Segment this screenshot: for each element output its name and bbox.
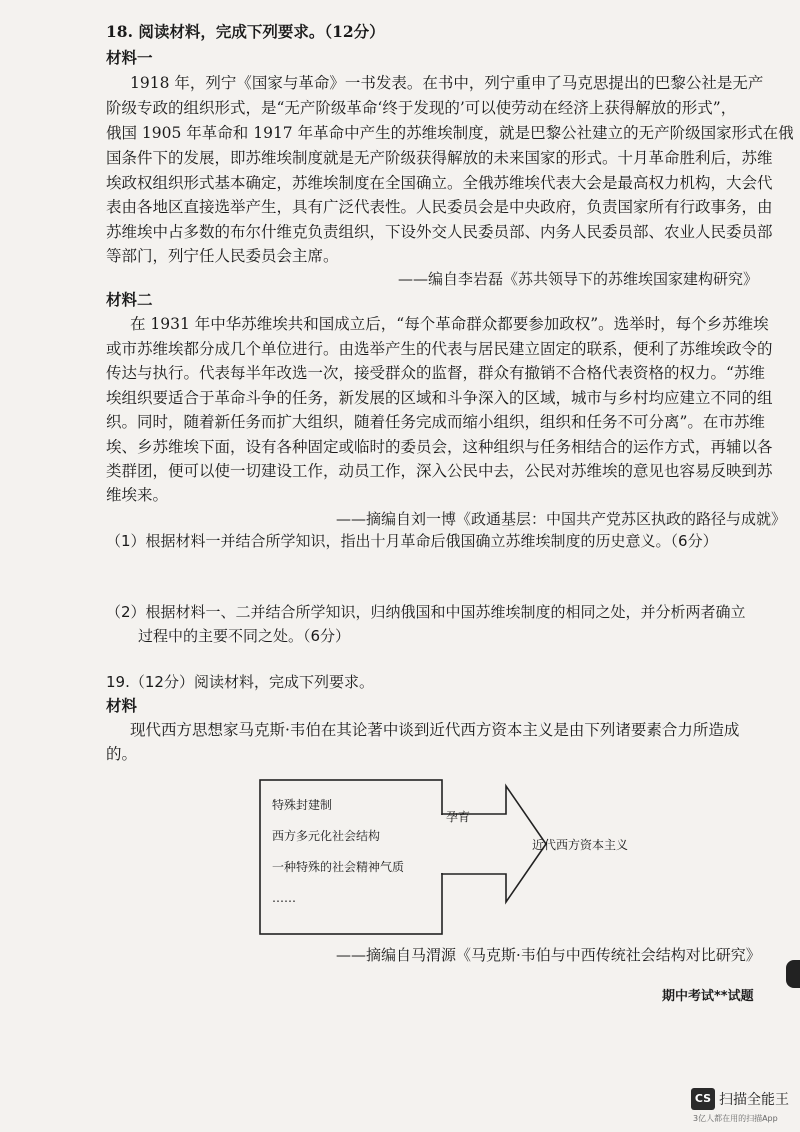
weber-diagram (258, 778, 658, 938)
q18-material2-line: 或市苏维埃都分成几个单位进行。由选举产生的代表与居民建立固定的联系，便利了苏维埃政令的 (106, 340, 773, 358)
q18-material1-line: 1918 年，列宁《国家与革命》一书发表。在书中，列宁重申了马克思提出的巴黎公社是无产 (130, 74, 764, 92)
q18-material1-line: 俄国 1905 年革命和 1917 年革命中产生的苏维埃制度，就是巴黎公社建立的无产阶级国家形式在俄 (106, 124, 794, 142)
q18-material1-line: 埃政权组织形式基本确定，苏维埃制度在全国确立。全俄苏维埃代表大会是最高权力机构，大会代 (106, 174, 773, 192)
q19-source: ——摘编自马渭源《马克斯·韦伯与中西传统社会结构对比研究》 (336, 946, 761, 964)
q18-material1-line: 苏维埃中占多数的布尔什维克负责组织，下设外交人民委员部、内务人民委员部、农业人民委员部 (106, 223, 773, 241)
q18-material2-source: ——摘编自刘一博《政通基层：中国共产党苏区执政的路径与成就》 (336, 510, 787, 528)
q18-material1-line: 表由各地区直接选举产生，具有广泛代表性。人民委员会是中央政府，负责国家所有行政事务，由 (106, 198, 773, 216)
q19-intro-line: 的。 (106, 745, 138, 763)
q18-material2-line: 埃组织要适合于革命斗争的任务，新发展的区域和斗争深入的区域，城市与乡村均应建立不同的组 (106, 389, 773, 407)
camscanner-tagline: 3亿人都在用的扫描App (693, 1114, 778, 1123)
q18-material1-line: 阶级专政的组织形式，是“无产阶级革命‘终于发现的’可以使劳动在经济上获得解放的形式”， (106, 99, 737, 117)
camscanner-name: 扫描全能王 (719, 1092, 789, 1108)
q19-material-label: 材料 (106, 696, 138, 715)
q18-material2-line: 在 1931 年中华苏维埃共和国成立后，“每个革命群众都要参加政权”。选举时，每个乡苏维埃 (130, 315, 769, 333)
q18-subquestion-2-cont: 过程中的主要不同之处。（6分） (138, 627, 351, 645)
diagram-item: 西方多元化社会结构 (272, 829, 381, 843)
q18-header: 18. 阅读材料，完成下列要求。（12分） (106, 22, 385, 41)
exam-footer-label: 期中考试**试题 (662, 989, 754, 1004)
q18-material2-line: 织。同时，随着新任务而扩大组织，随着任务完成而缩小组织，组织和任务不可分离”。在市苏维 (106, 413, 765, 431)
q18-material1-source: ——编自李岩磊《苏共领导下的苏维埃国家建构研究》 (398, 270, 759, 288)
arrow-label: 孕育 (446, 810, 471, 824)
q18-material2-line: 类群团，便可以使一切建设工作，动员工作，深入公民中去，公民对苏维埃的意见也容易反映到苏 (106, 462, 773, 480)
q18-material2-line: 传达与执行。代表每半年改选一次，接受群众的监督，群众有撤销不合格代表资格的权力。“苏维 (106, 364, 765, 382)
q18-subquestion-2: （2）根据材料一、二并结合所学知识，归纳俄国和中国苏维埃制度的相同之处，并分析两者确立 (106, 603, 746, 621)
diagram-item: 特殊封建制 (272, 798, 333, 812)
diagram-item: …… (272, 891, 296, 905)
q18-subquestion-1: （1）根据材料一并结合所学知识，指出十月革命后俄国确立苏维埃制度的历史意义。（6分） (106, 532, 718, 550)
diagram-item: 一种特殊的社会精神气质 (272, 860, 405, 874)
scan-edge-mark (786, 960, 800, 988)
q18-material2-label: 材料二 (106, 290, 153, 309)
camscanner-logo-icon: CS (691, 1088, 715, 1110)
q18-material2-line: 维埃来。 (106, 486, 169, 504)
q18-material1-label: 材料一 (106, 48, 153, 67)
q19-header: 19.（12分）阅读材料，完成下列要求。 (106, 673, 374, 691)
diagram-result: 近代西方资本主义 (532, 838, 629, 852)
q18-material1-line: 等部门，列宁任人民委员会主席。 (106, 247, 339, 265)
q18-material2-line: 埃、乡苏维埃下面，设有各种固定或临时的委员会，这种组织与任务相结合的运作方式，再辅以各 (106, 438, 773, 456)
nurture-arrow (442, 786, 546, 902)
q18-material1-line: 国条件下的发展，即苏维埃制度就是无产阶级获得解放的未来国家的形式。十月革命胜利后，苏维 (106, 149, 773, 167)
q19-intro-line: 现代西方思想家马克斯·韦伯在其论著中谈到近代西方资本主义是由下列诸要素合力所造成 (130, 721, 740, 739)
